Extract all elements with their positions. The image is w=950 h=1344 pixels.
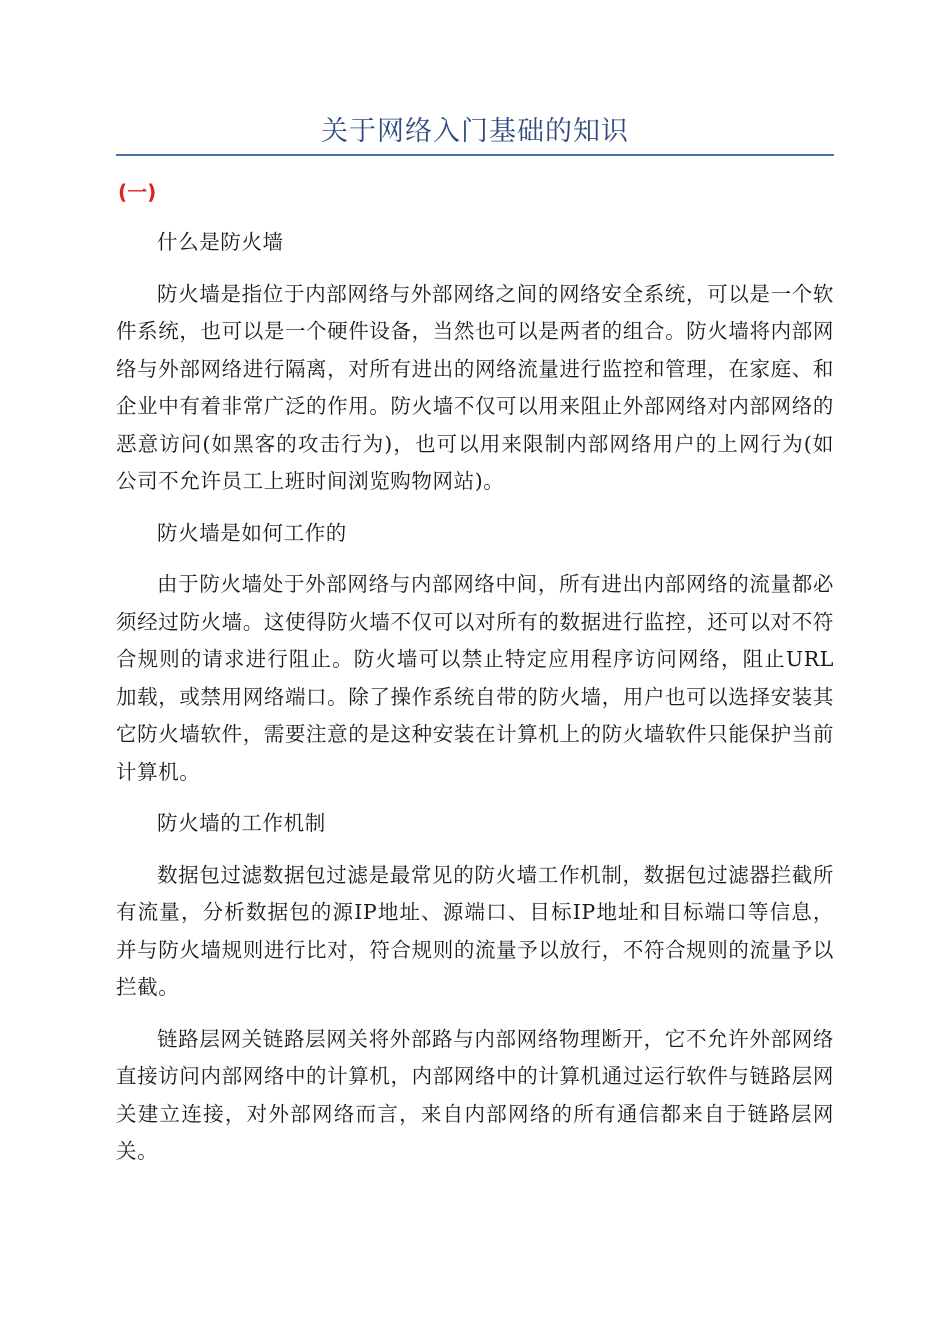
paragraph-link-layer-gateway: 链路层网关链路层网关将外部路与内部网络物理断开，它不允许外部网络直接访问内部网络中的计算机，内部网络中的计算机通过运行软件与链路层网关建立连接，对外部网络而言，来自内部网络的所有通信都来自于链路层网关。 [116, 1026, 834, 1163]
paragraph-firewall-operation: 由于防火墙处于外部网络与内部网络中间，所有进出内部网络的流量都必须经过防火墙。这使得防火墙不仅可以对所有的数据进行监控，还可以对不符合规则的请求进行阻止。防火墙可以禁止特定应用程序访问网络，阻止URL加载，或禁用网络端口。除了操作系统自带的防火墙，用户也可以选择安装其它防火墙软件，需要注意的是这种安装在计算机上的防火墙软件只能保护当前计算机。 [116, 572, 834, 784]
paragraph-firewall-definition: 防火墙是指位于内部网络与外部网络之间的网络安全系统，可以是一个软件系统，也可以是一个硬件设备，当然也可以是两者的组合。防火墙将内部网络与外部网络进行隔离，对所有进出的网络流量进行监控和管理，在家庭、和企业中有着非常广泛的作用。防火墙不仅可以用来阻止外部网络对内部网络的恶意访问(如黑客的攻击行为)，也可以用来限制内部网络用户的上网行为(如公司不允许员工上班时间浏览购物网站)。 [116, 281, 834, 493]
subheading-what-is-firewall: 什么是防火墙 [157, 230, 284, 254]
subheading-firewall-mechanisms: 防火墙的工作机制 [157, 811, 326, 835]
section-marker: (一) [118, 180, 157, 204]
paragraph-packet-filtering: 数据包过滤数据包过滤是最常见的防火墙工作机制，数据包过滤器拦截所有流量，分析数据包的源IP地址、源端口、目标IP地址和目标端口等信息，并与防火墙规则进行比对，符合规则的流量予以放行，不符合规则的流量予以拦截。 [116, 862, 834, 999]
title-underline [116, 154, 834, 156]
document-title: 关于网络入门基础的知识 [321, 116, 629, 147]
subheading-how-firewall-works: 防火墙是如何工作的 [157, 520, 347, 545]
document-body [116, 224, 834, 1185]
